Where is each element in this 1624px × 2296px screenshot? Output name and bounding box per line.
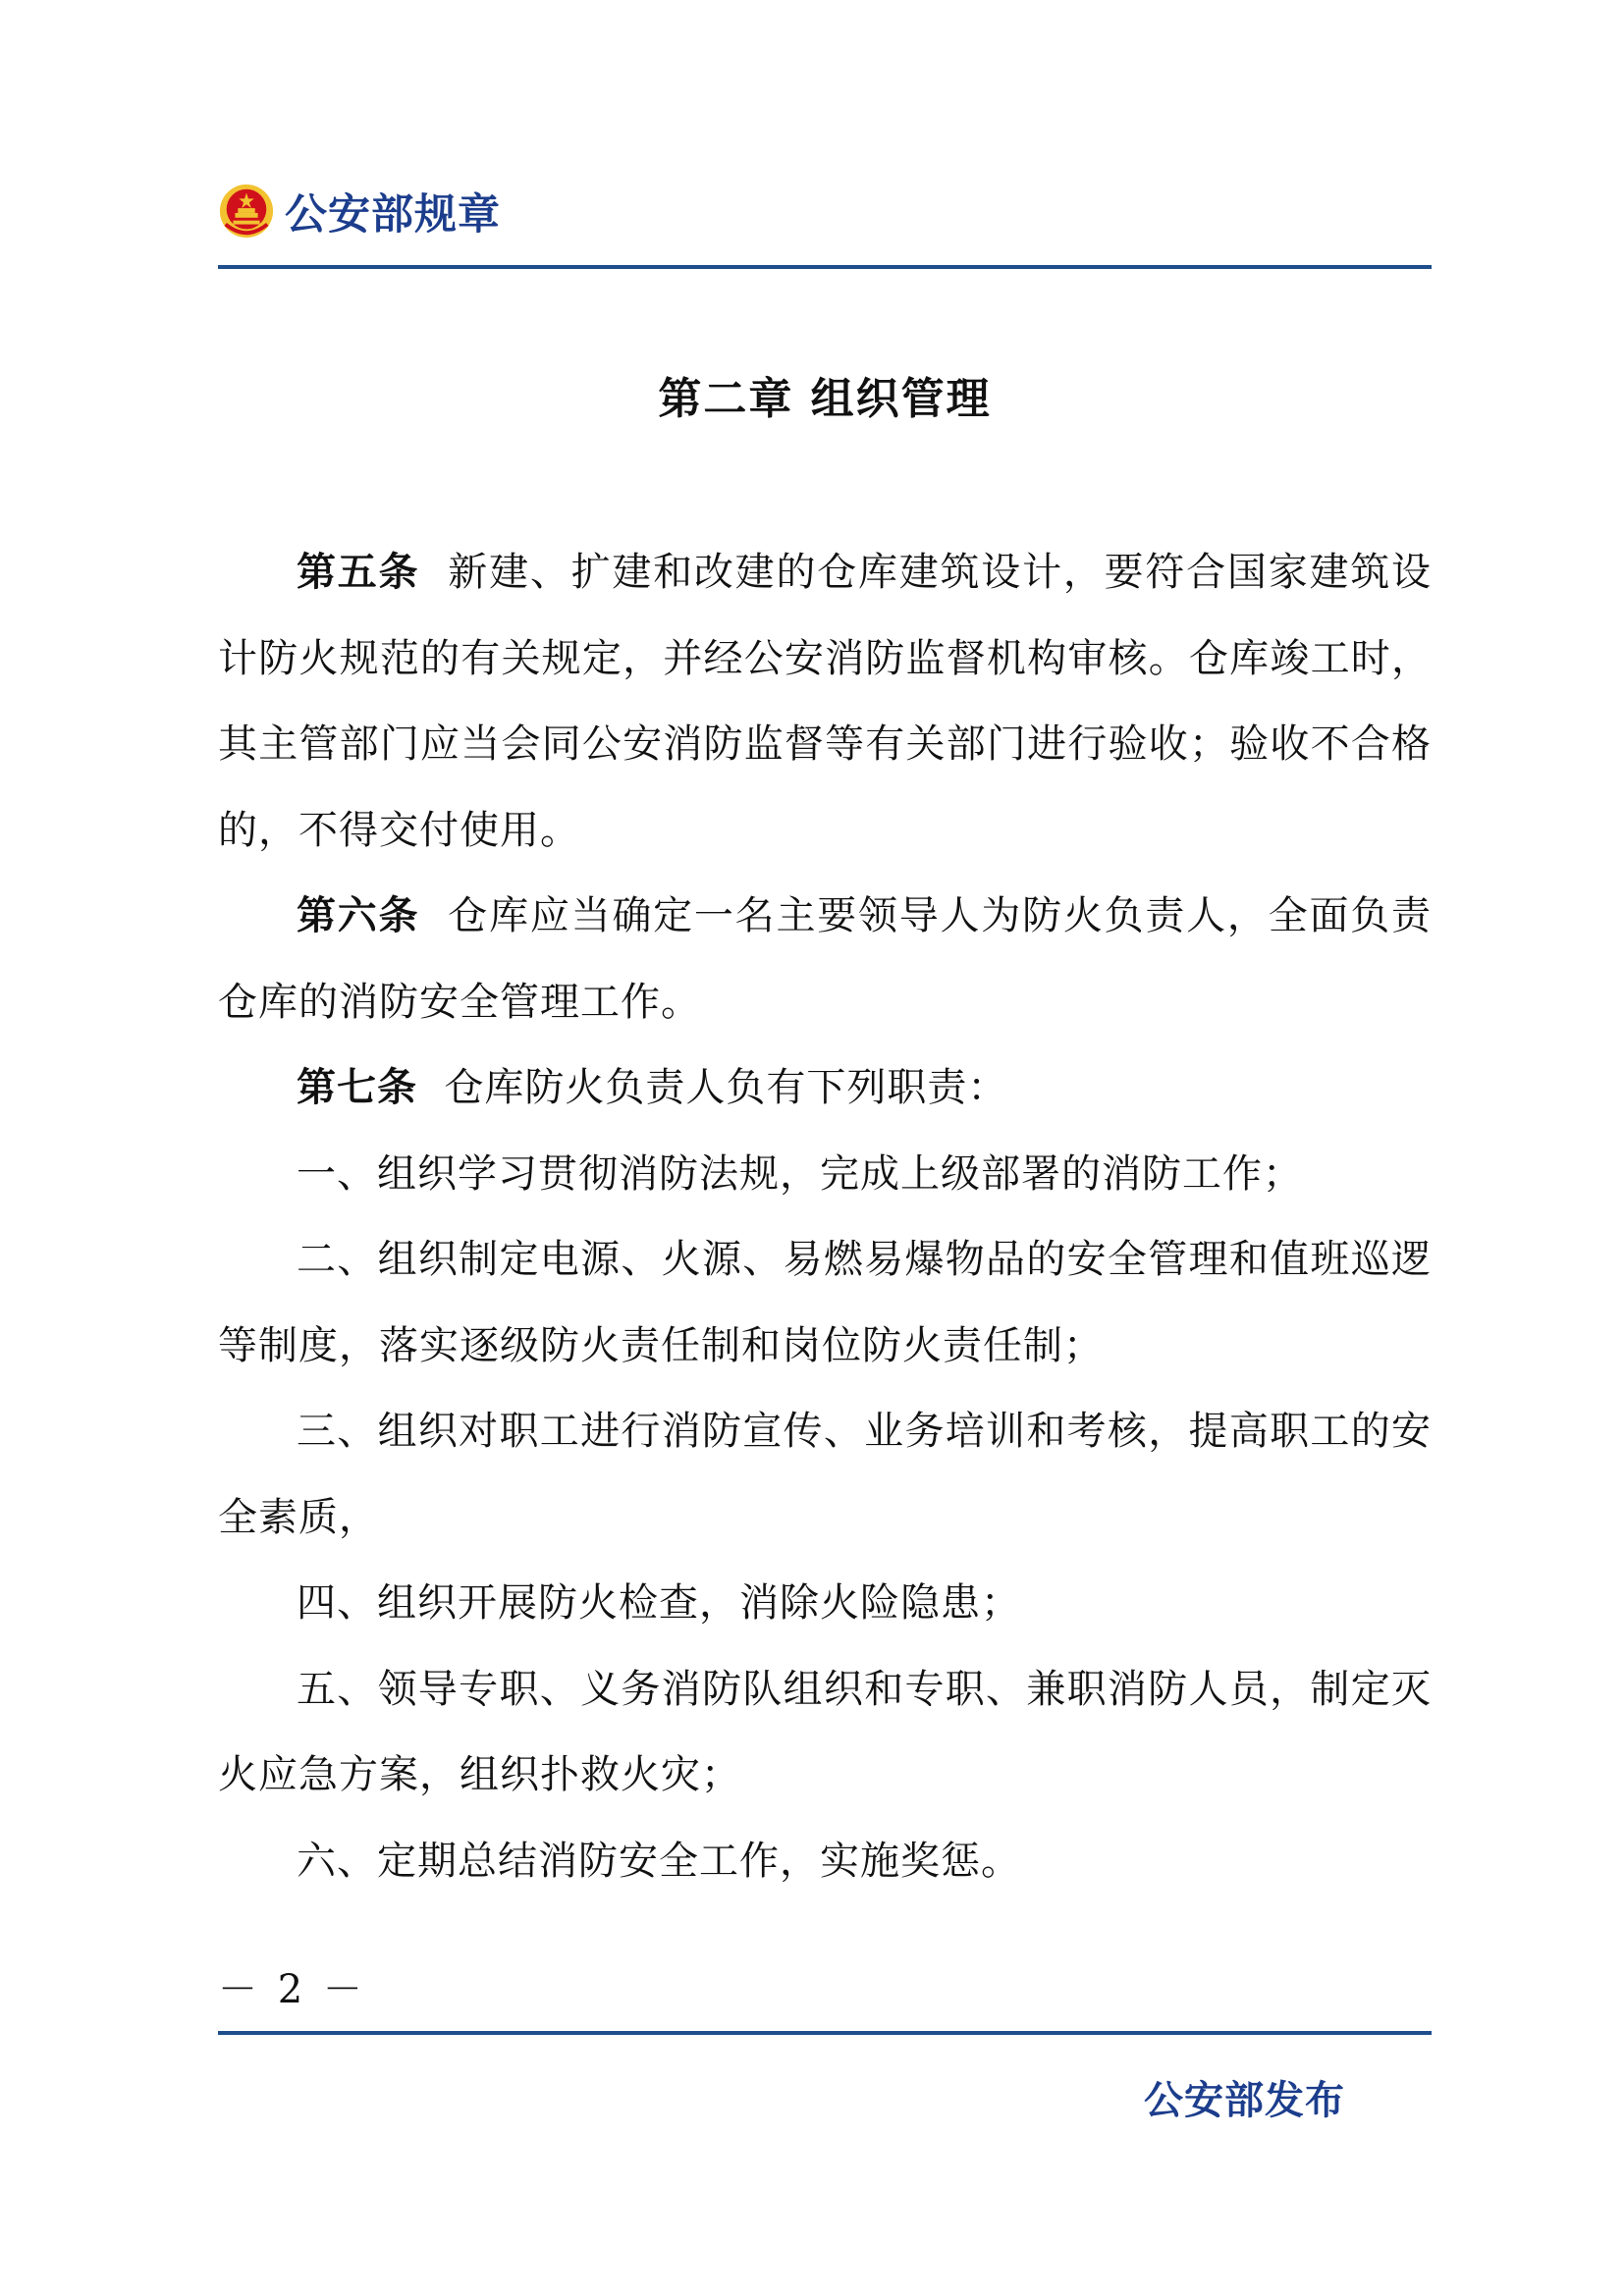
duty-item: 一、组织学习贯彻消防法规，完成上级部署的消防工作； [297,1150,1303,1197]
article-7-text: 仓库防火负责人负有下列职责： [444,1065,1008,1110]
header-divider [218,265,1432,269]
article-6-text: 仓库应当确定一名主要领导人为防火负责人，全面负责仓库的消防安全管理工作。 [218,893,1433,1025]
header-title: 公安部规章 [285,189,501,240]
page-header [218,177,501,245]
duty-item: 三、组织对职工进行消防宣传、业务培训和考核，提高职工的安全素质， [218,1409,1432,1540]
duty-item: 六、定期总结消防安全工作，实施奖惩。 [297,1838,1021,1884]
duty-item: 二、组织制定电源、火源、易燃易爆物品的安全管理和值班巡逻等制度，落实逐级防火责任制和岗位防火责任制； [218,1237,1432,1368]
article-5-head: 第五条 [297,550,420,595]
document-body [218,530,1432,1904]
article-6 [218,874,1432,1045]
article-7 [218,1045,1432,1132]
page-number: － 2 － [218,1967,366,2012]
duty-item: 四、组织开展防火检查，消除火险隐患； [297,1580,1021,1626]
footer-divider [218,2031,1432,2035]
duty-item: 五、领导专职、义务消防队组织和专职、兼职消防人员，制定灭火应急方案，组织扑救火灾； [218,1666,1432,1797]
article-5 [218,530,1432,874]
national-emblem-icon [218,183,275,240]
article-6-head: 第六条 [297,893,420,938]
chapter-title: 第二章 组织管理 [658,374,992,424]
article-5-text: 新建、扩建和改建的仓库建筑设计，要符合国家建筑设计防火规范的有关规定，并经公安消防监督机构审核。仓库竣工时，其主管部门应当会同公安消防监督等有关部门进行验收；验收不合格的，不得交付使用。 [218,550,1433,853]
article-7-head: 第七条 [297,1065,417,1110]
footer-publisher: 公安部发布 [1144,2078,1345,2123]
